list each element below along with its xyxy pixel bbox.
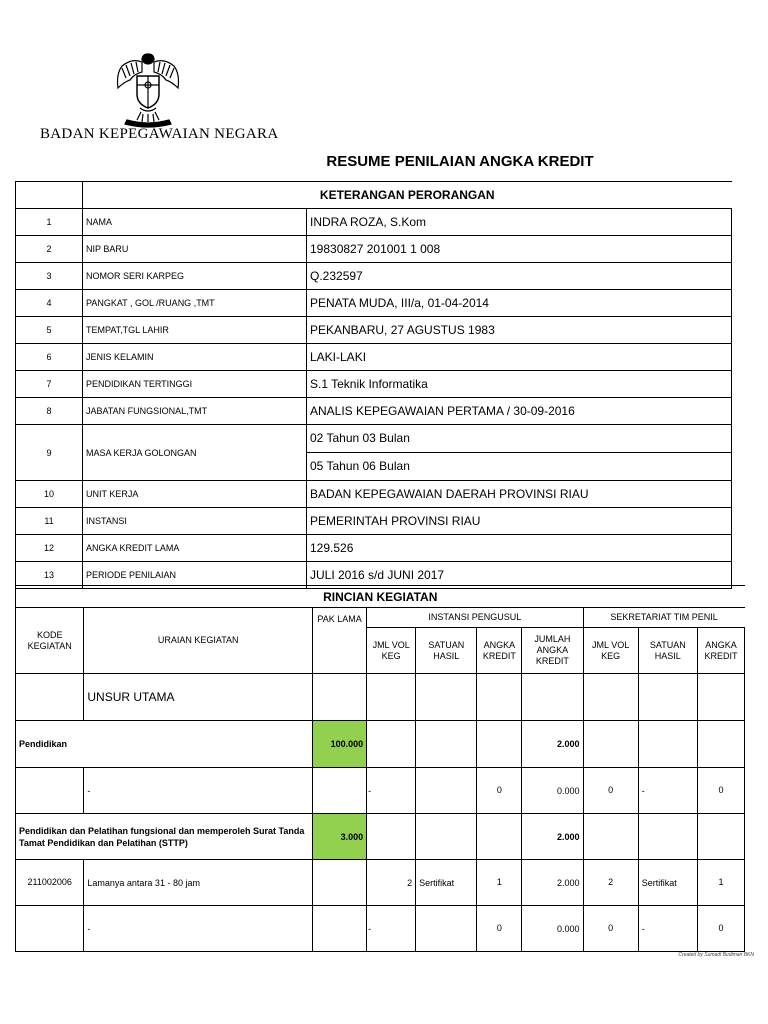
unsur-utama-label: UNSUR UTAMA	[84, 674, 313, 721]
header-pak-lama: PAK LAMA	[313, 608, 367, 674]
header-jml-vol: JML VOL KEG	[367, 628, 416, 674]
table-row: - - 0 0.000 0 - 0	[16, 768, 745, 814]
table-row: 9 MASA KERJA GOLONGAN 02 Tahun 03 Bulan 05 Tahun 06 Bulan	[16, 425, 732, 481]
section-title-personal: KETERANGAN PERORANGAN	[83, 182, 732, 209]
table-row: Pendidikan dan Pelatihan fungsional dan memperoleh Surat Tanda Tamat Pendidikan dan Pelatihan (STTP) 3.000 2.000	[16, 814, 745, 860]
header-s-jml-vol: JML VOL KEG	[583, 628, 638, 674]
table-row: 3 NOMOR SERI KARPEG Q.232597	[16, 263, 732, 290]
header-instansi-pengusul: INSTANSI PENGUSUL	[367, 608, 583, 628]
personal-info-table	[15, 181, 732, 589]
agency-name: BADAN KEPEGAWAIAN NEGARA	[40, 126, 279, 142]
table-row: Pendidikan 100.000 2.000	[16, 721, 745, 768]
table-row: 8 JABATAN FUNGSIONAL,TMT ANALIS KEPEGAWAIAN PERTAMA / 30-09-2016	[16, 398, 732, 425]
table-row: 2 NIP BARU 19830827 201001 1 008	[16, 236, 732, 263]
table-row: 12 ANGKA KREDIT LAMA 129.526	[16, 535, 732, 562]
header-uraian: URAIAN KEGIATAN	[84, 608, 313, 674]
table-row: 10 UNIT KERJA BADAN KEPEGAWAIAN DAERAH PROVINSI RIAU	[16, 481, 732, 508]
table-row: 1 NAMA INDRA ROZA, S.Kom	[16, 209, 732, 236]
header-sekretariat: SEKRETARIAT TIM PENIL	[583, 608, 744, 628]
table-row: - - 0 0.000 0 - 0	[16, 906, 745, 952]
section-title-activities: RINCIAN KEGIATAN	[16, 586, 745, 608]
table-row: 6 JENIS KELAMIN LAKI-LAKI	[16, 344, 732, 371]
table-row: 11 INSTANSI PEMERINTAH PROVINSI RIAU	[16, 508, 732, 535]
garuda-emblem-icon	[113, 48, 183, 128]
table-row: 7 PENDIDIKAN TERTINGGI S.1 Teknik Informatika	[16, 371, 732, 398]
header-s-satuan: SATUAN HASIL	[638, 628, 697, 674]
table-row: 4 PANGKAT , GOL /RUANG ,TMT PENATA MUDA, III/a, 01-04-2014	[16, 290, 732, 317]
header-jumlah: JUMLAH ANGKA KREDIT	[522, 628, 583, 674]
activity-table	[15, 585, 745, 952]
table-row	[16, 674, 745, 721]
table-row: 5 TEMPAT,TGL LAHIR PEKANBARU, 27 AGUSTUS 1983	[16, 317, 732, 344]
document-title: RESUME PENILAIAN ANGKA KREDIT	[326, 153, 594, 170]
header-s-angka: ANGKA KREDIT	[697, 628, 744, 674]
table-row: 13 PERIODE PENILAIAN JULI 2016 s/d JUNI 2017	[16, 562, 732, 589]
footer-note: Created by Sumadi Budiman BKN	[678, 952, 754, 958]
table-row: 211002006 Lamanya antara 31 - 80 jam 2 Sertifikat 1 2.000 2 Sertifikat 1	[16, 860, 745, 906]
header-angka: ANGKA KREDIT	[477, 628, 522, 674]
header-satuan: SATUAN HASIL	[416, 628, 477, 674]
header-kode: KODE KEGIATAN	[16, 608, 84, 674]
